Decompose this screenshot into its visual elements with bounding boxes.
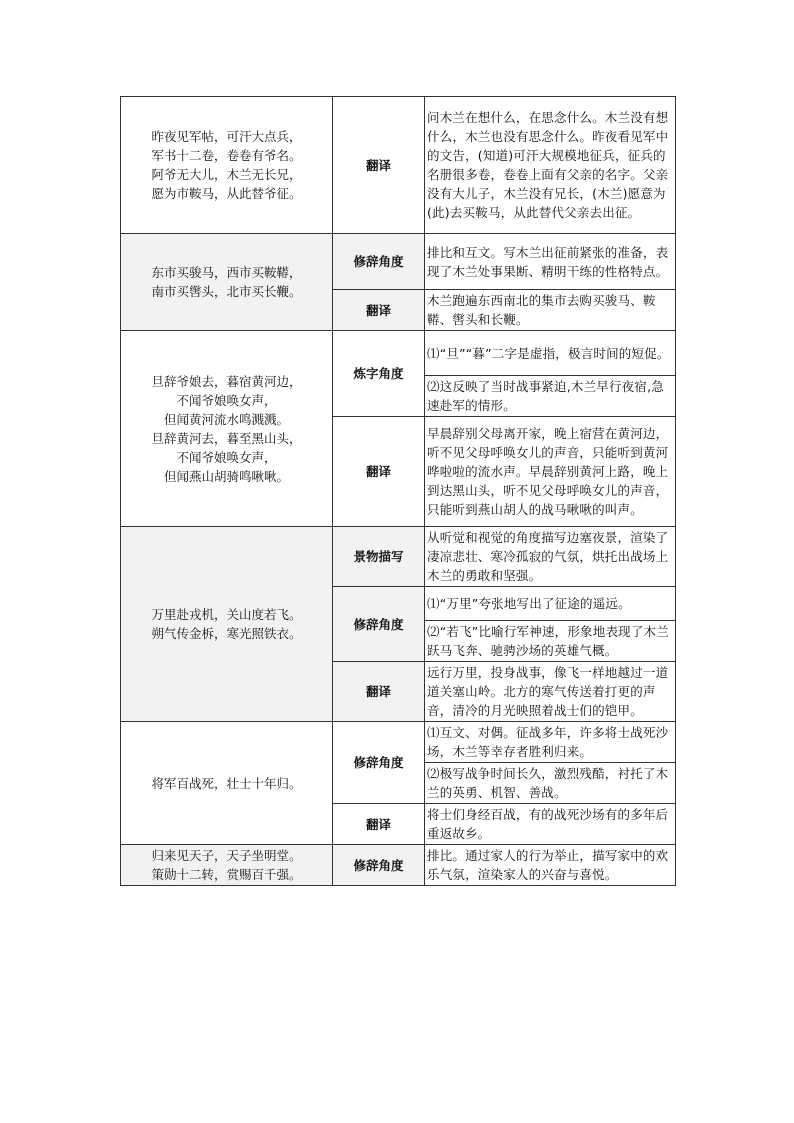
aspect-label: 景物描写: [333, 527, 425, 587]
analysis-content: ⑵这反映了当时战事紧迫,木兰早行夜宿,急速赴军的情形。: [425, 376, 676, 417]
verse-line: 旦辞黄河去，暮至黑山头，: [151, 430, 302, 446]
verse-line: 策勋十二转，赏赐百千强。: [151, 867, 302, 882]
analysis-content: ⑴互文、对偶。征战多年，许多将士战死沙场，木兰等幸存者胜利归来。: [425, 722, 676, 763]
verse-cell: [121, 97, 333, 234]
aspect-label: 修辞角度: [333, 587, 425, 662]
table-row: [121, 722, 676, 763]
aspect-label: 修辞角度: [333, 234, 425, 290]
verse-cell: [121, 234, 333, 331]
verse-line: 昨夜见军帖，可汗大点兵，: [151, 129, 302, 144]
analysis-content: 排比和互文。写木兰出征前紧张的准备，表现了木兰处事果断、精明干练的性格特点。: [425, 234, 676, 290]
aspect-label: 翻译: [333, 804, 425, 845]
verse-cell: [121, 722, 333, 845]
verse-line: 东市买骏马，西市买鞍鞯，: [151, 265, 302, 280]
table-row: [121, 97, 676, 234]
analysis-content: 早晨辞别父母离开家，晚上宿营在黄河边，听不见父母呼唤女儿的声音，只能听到黄河哗啦啦的流水声。早晨辞别黄河上路，晚上到达黑山头，听不见父母呼唤女儿的声音，只能听到燕山胡人的战马啾啾的叫声。: [425, 417, 676, 527]
analysis-content: ⑴“万里”夸张地写出了征途的遥远。: [425, 587, 676, 621]
analysis-content: 木兰跑遍东西南北的集市去购买骏马、鞍鞯、辔头和长鞭。: [425, 290, 676, 331]
verse-cell: [121, 845, 333, 886]
table-row: [121, 845, 676, 886]
verse-line: 阿爷无大儿，木兰无长兄，: [151, 167, 302, 182]
aspect-label: 翻译: [333, 662, 425, 722]
aspect-label: 翻译: [333, 417, 425, 527]
analysis-content: 排比。通过家人的行为举止，描写家中的欢乐气氛，渲染家人的兴奋与喜悦。: [425, 845, 676, 886]
verse-line: 旦辞爷娘去，暮宿黄河边，: [151, 373, 302, 389]
verse-line: 将军百战死，壮士十年归。: [151, 775, 302, 791]
aspect-label: 翻译: [333, 97, 425, 234]
aspect-label: 修辞角度: [333, 722, 425, 804]
aspect-label: 炼字角度: [333, 331, 425, 417]
aspect-label: 修辞角度: [333, 845, 425, 886]
analysis-content: 问木兰在想什么，在思念什么。木兰没有想什么，木兰也没有思念什么。昨夜看见军中的文告，(知道)可汗大规模地征兵，征兵的名册很多卷，卷卷上面有父亲的名字。父亲没有大儿子，木兰没有兄长，(木兰)愿意为(此)去买鞍马，从此替代父亲去出征。: [425, 97, 676, 234]
aspect-label: 翻译: [333, 290, 425, 331]
verse-line: 万里赴戎机，关山度若飞。: [151, 607, 302, 622]
analysis-content: 远行万里，投身战事，像飞一样地越过一道道关塞山岭。北方的寒气传送着打更的声音，清冷的月光映照着战士们的铠甲。: [425, 662, 676, 722]
verse-line: 但闻黄河流水鸣溅溅。: [163, 411, 289, 427]
analysis-content: ⑵极写战争时间长久，激烈残酷，衬托了木兰的英勇、机智、善战。: [425, 763, 676, 804]
poem-analysis-table: [120, 96, 676, 886]
verse-cell: [121, 527, 333, 722]
table-row: [121, 331, 676, 376]
table-row: [121, 527, 676, 587]
verse-line: 朔气传金柝，寒光照铁衣。: [151, 626, 302, 641]
verse-line: 军书十二卷，卷卷有爷名。: [151, 148, 302, 163]
verse-line: 不闻爷娘唤女声，: [176, 449, 277, 465]
verse-line: 愿为市鞍马，从此替爷征。: [151, 186, 302, 201]
verse-line: 南市买辔头，北市买长鞭。: [151, 284, 302, 299]
analysis-content: ⑵“若飞”比喻行军神速，形象地表现了木兰跃马飞奔、驰骋沙场的英雄气概。: [425, 621, 676, 662]
verse-line: 归来见天子，天子坐明堂。: [151, 848, 302, 863]
verse-line: 不闻爷娘唤女声，: [176, 392, 277, 408]
verse-cell: [121, 331, 333, 527]
verse-line: 但闻燕山胡骑鸣啾啾。: [163, 468, 289, 484]
analysis-content: 从听觉和视觉的角度描写边塞夜景，渲染了凄凉悲壮、寒冷孤寂的气氛，烘托出战场上木兰的勇敢和坚强。: [425, 527, 676, 587]
analysis-content: ⑴“旦”“暮”二字是虚指，极言时间的短促。: [425, 331, 676, 376]
table-row: [121, 234, 676, 290]
analysis-content: 将士们身经百战，有的战死沙场有的多年后重返故乡。: [425, 804, 676, 845]
